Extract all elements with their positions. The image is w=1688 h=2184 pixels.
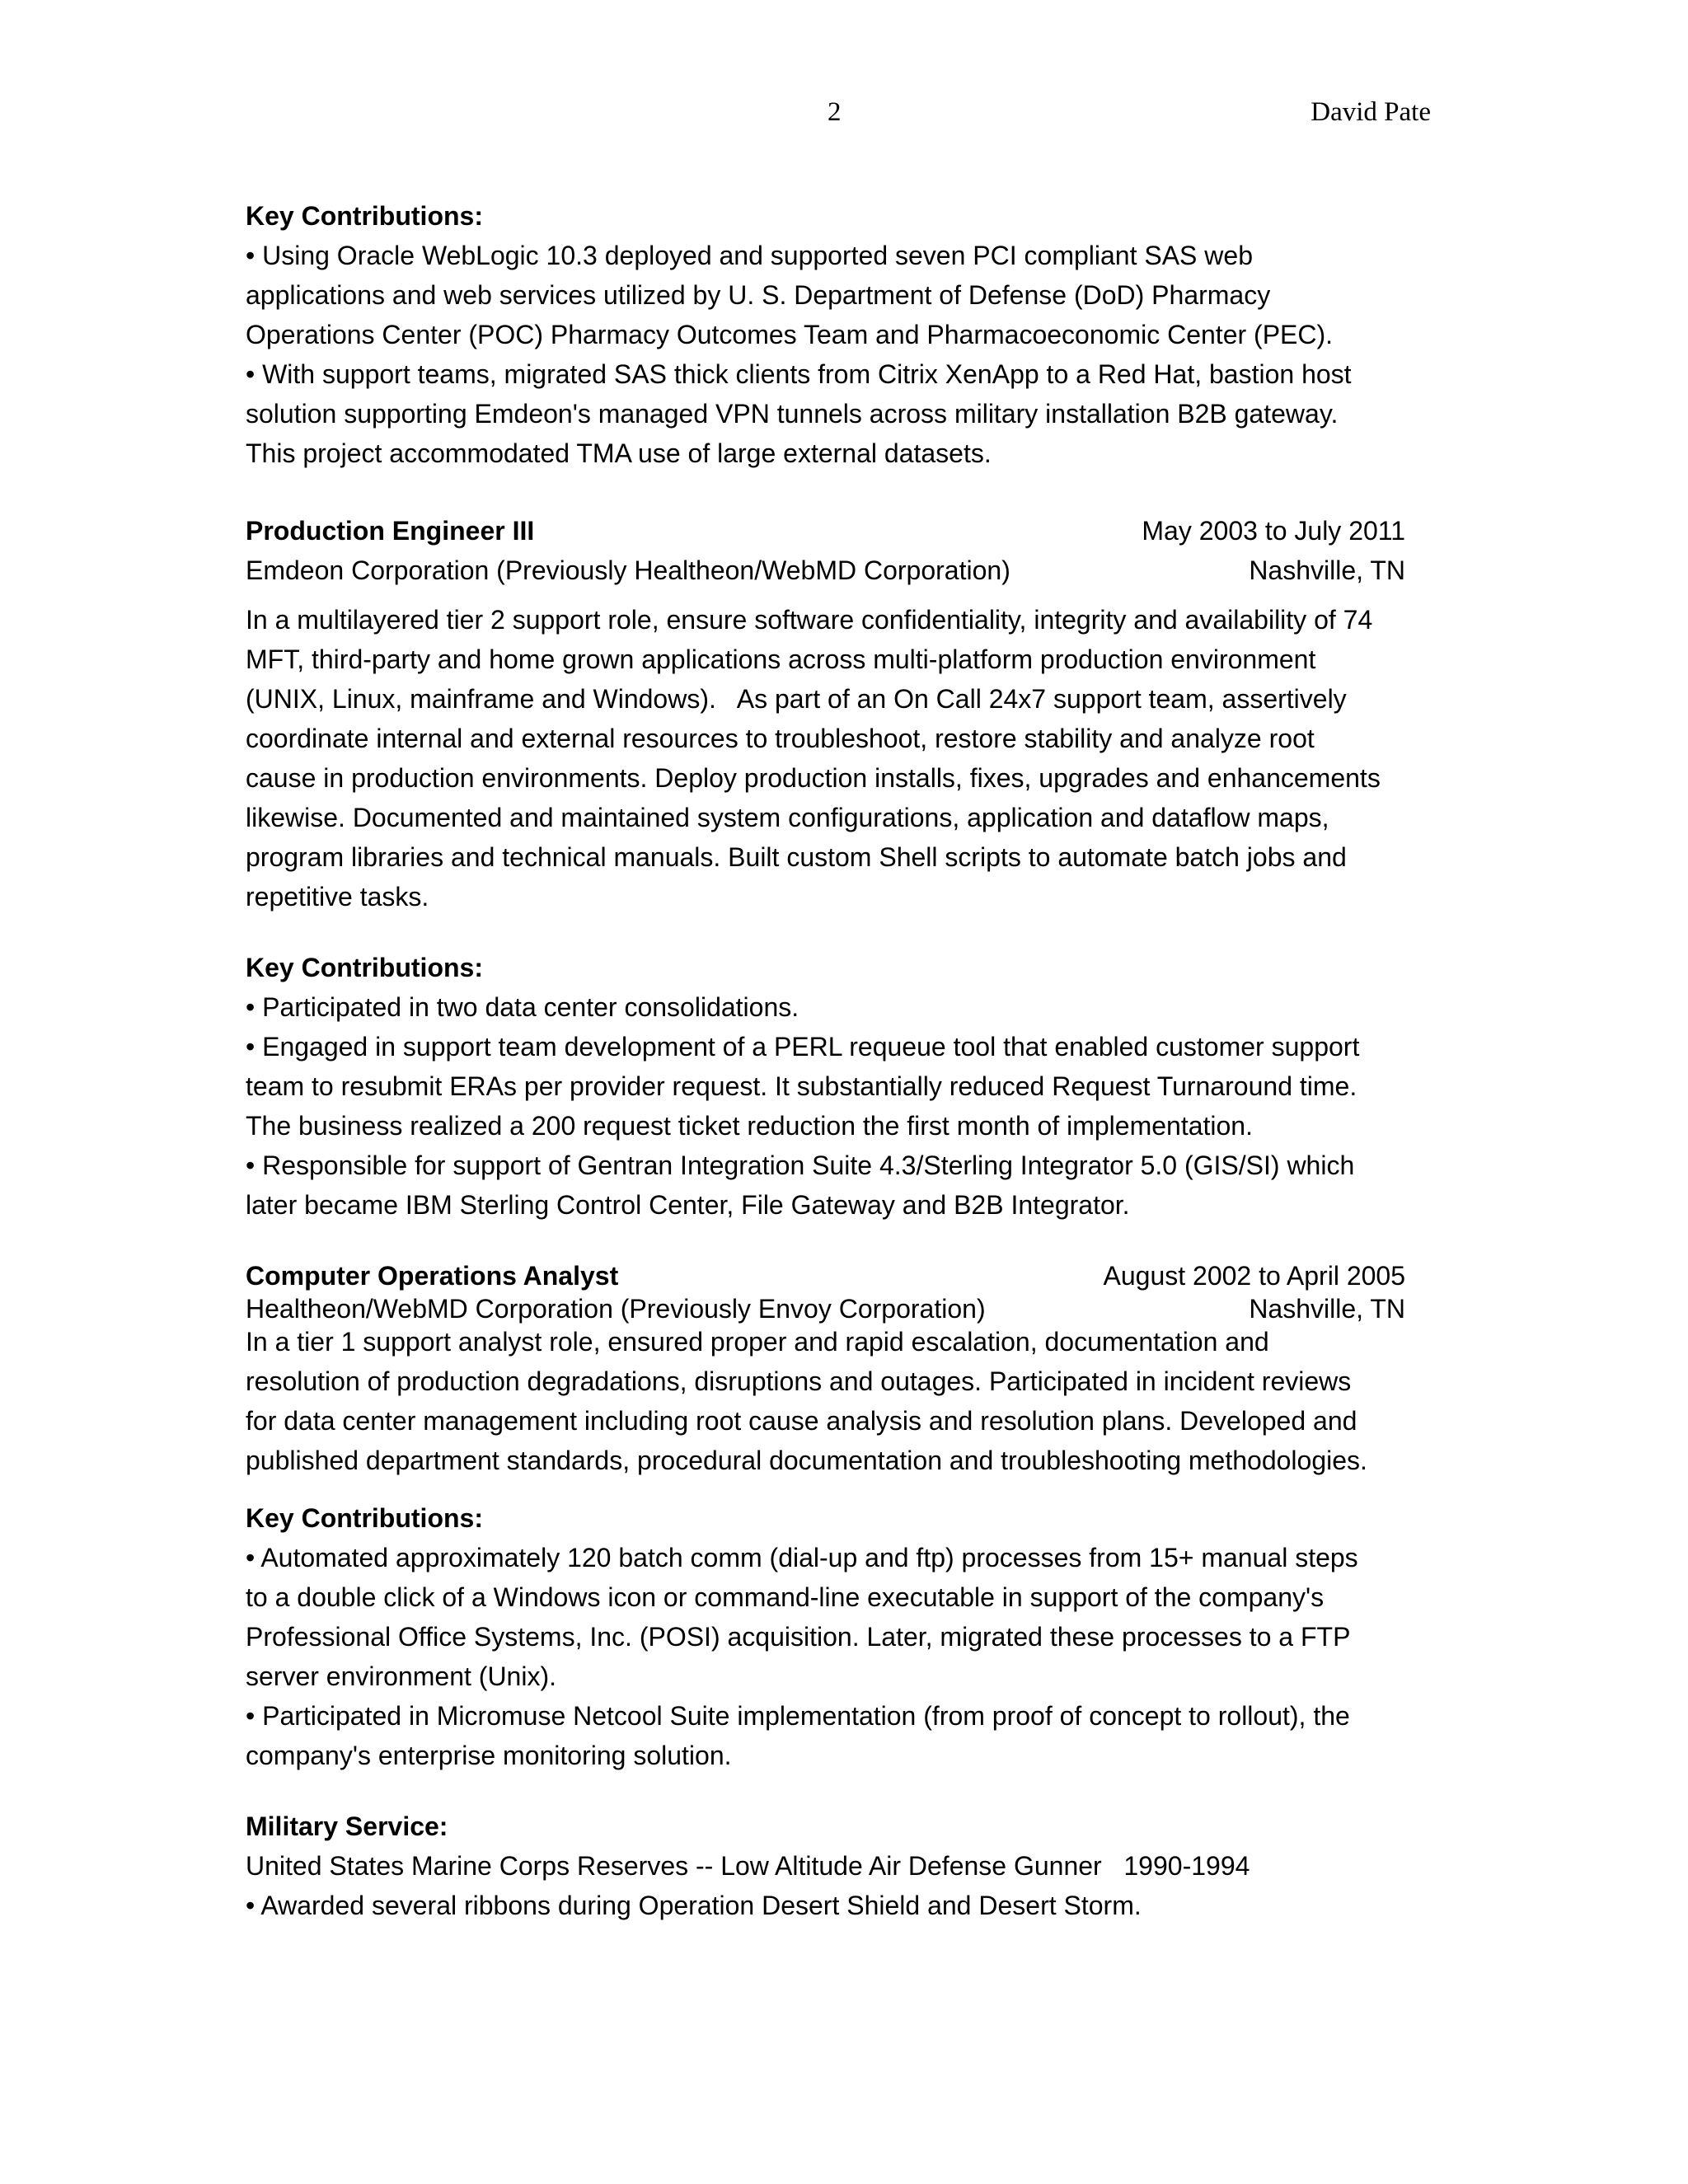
job-description xyxy=(246,1322,1449,1480)
text-line: MFT, third-party and home grown applications across multi-platform production environment xyxy=(246,644,1316,674)
text-line: The business realized a 200 request ticket reduction the first month of implementation. xyxy=(246,1111,1253,1141)
job-contributions xyxy=(246,1538,1449,1775)
job-dates: May 2003 to July 2011 xyxy=(1142,516,1405,546)
text-line: server environment (Unix). xyxy=(246,1661,556,1691)
text-line: • Responsible for support of Gentran Integration Suite 4.3/Sterling Integrator 5.0 (GIS/SI) which xyxy=(246,1151,1355,1180)
job-title: Production Engineer III xyxy=(246,516,535,546)
text-line: • Using Oracle WebLogic 10.3 deployed and supported seven PCI compliant SAS web xyxy=(246,241,1253,270)
text-line: to a double click of a Windows icon or command-line executable in support of the company's xyxy=(246,1582,1325,1612)
text-line: United States Marine Corps Reserves -- Low Altitude Air Defense Gunner 1990-1994 xyxy=(246,1851,1250,1881)
text-line: cause in production environments. Deploy production installs, fixes, upgrades and enhancements xyxy=(246,763,1381,793)
text-line: • Automated approximately 120 batch comm (dial-up and ftp) processes from 15+ manual steps xyxy=(246,1543,1358,1572)
job-production-engineer xyxy=(246,511,1449,1225)
text-line: solution supporting Emdeon's managed VPN tunnels across military installation B2B gateway. xyxy=(246,399,1339,429)
company-row xyxy=(246,551,1405,590)
job-computer-operations-analyst xyxy=(246,1256,1449,1775)
job-description xyxy=(246,600,1449,916)
military-service-section xyxy=(246,1807,1449,1925)
company-name: Emdeon Corporation (Previously Healtheon/WebMD Corporation) xyxy=(246,555,1010,585)
text-line: company's enterprise monitoring solution. xyxy=(246,1741,732,1770)
text-line: In a multilayered tier 2 support role, ensure software confidentiality, integrity and availability of 74 xyxy=(246,605,1373,635)
text-line: (UNIX, Linux, mainframe and Windows). As part of an On Call 24x7 support team, assertively xyxy=(246,684,1347,714)
section-heading: Military Service: xyxy=(246,1811,448,1841)
text-line: • With support teams, migrated SAS thick clients from Citrix XenApp to a Red Hat, bastion host xyxy=(246,359,1352,389)
job-location: Nashville, TN xyxy=(1249,555,1405,585)
job-dates: August 2002 to April 2005 xyxy=(1103,1261,1405,1291)
text-line: applications and web services utilized by U. S. Department of Defense (DoD) Pharmacy xyxy=(246,280,1271,310)
text-line: resolution of production degradations, disruptions and outages. Participated in incident reviews xyxy=(246,1366,1352,1396)
text-line: coordinate internal and external resources to troubleshoot, restore stability and analyze root xyxy=(246,724,1315,753)
resume-content xyxy=(246,196,1449,1925)
text-line: team to resubmit ERAs per provider request. It substantially reduced Request Turnaround time. xyxy=(246,1071,1357,1101)
text-line: program libraries and technical manuals. Built custom Shell scripts to automate batch jobs and xyxy=(246,842,1347,872)
section-heading: Key Contributions: xyxy=(246,1503,483,1533)
company-name: Healtheon/WebMD Corporation (Previously Envoy Corporation) xyxy=(246,1294,986,1324)
text-line: • Participated in two data center consolidations. xyxy=(246,992,799,1022)
page-header xyxy=(0,97,1688,138)
page-number: 2 xyxy=(828,97,842,127)
text-line: for data center management including root cause analysis and resolution plans. Developed and xyxy=(246,1406,1357,1436)
key-contributions-section-1 xyxy=(246,196,1449,473)
text-line: Professional Office Systems, Inc. (POSI) acquisition. Later, migrated these processes to a FTP xyxy=(246,1622,1351,1652)
job-title-row xyxy=(246,511,1405,551)
job-location: Nashville, TN xyxy=(1249,1294,1405,1324)
text-line: likewise. Documented and maintained system configurations, application and dataflow maps, xyxy=(246,803,1329,832)
text-line: published department standards, procedural documentation and troubleshooting methodologies. xyxy=(246,1446,1367,1475)
section-heading: Key Contributions: xyxy=(246,953,483,982)
section-heading: Key Contributions: xyxy=(246,201,483,231)
text-line: • Engaged in support team development of a PERL requeue tool that enabled customer support xyxy=(246,1032,1360,1062)
text-line: repetitive tasks. xyxy=(246,882,429,912)
author-name: David Pate xyxy=(1311,97,1431,127)
job-title: Computer Operations Analyst xyxy=(246,1261,619,1291)
text-line: later became IBM Sterling Control Center, File Gateway and B2B Integrator. xyxy=(246,1190,1130,1220)
text-line: • Awarded several ribbons during Operation Desert Shield and Desert Storm. xyxy=(246,1891,1142,1920)
text-line: This project accommodated TMA use of large external datasets. xyxy=(246,438,992,468)
text-line: In a tier 1 support analyst role, ensured proper and rapid escalation, documentation and xyxy=(246,1327,1269,1357)
company-row xyxy=(246,1289,1405,1322)
text-line: • Participated in Micromuse Netcool Suite implementation (from proof of concept to rollout), the xyxy=(246,1701,1350,1731)
text-line: Operations Center (POC) Pharmacy Outcomes Team and Pharmacoeconomic Center (PEC). xyxy=(246,320,1334,349)
job-contributions xyxy=(246,987,1449,1225)
